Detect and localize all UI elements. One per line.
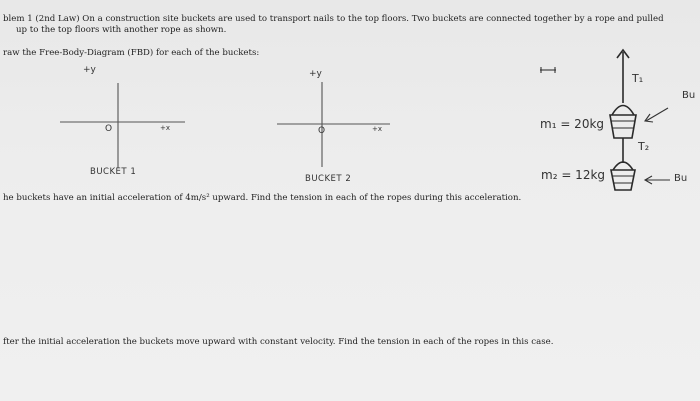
part-a-prompt: raw the Free-Body-Diagram (FBD) for each of the buckets: (3, 48, 260, 58)
problem-header: blem 1 (2nd Law) On a construction site buckets are used to transport nails to the top floors. Two buckets are connected together by a rope and pulled (3, 14, 664, 24)
problem-header-continued: up to the top floors with another rope as shown. (16, 25, 227, 35)
fbd2-plus-y-label: +y (309, 69, 322, 79)
t1-label: T₁ (632, 72, 644, 85)
mass1-label: m₁ = 20kg (540, 117, 605, 131)
bucket1-note: Bu (682, 90, 696, 101)
fbd1-plus-x-label: +x (160, 124, 171, 132)
t2-label: T₂ (638, 140, 650, 153)
bucket1-body (610, 115, 636, 138)
fbd2-plus-x-label: +x (372, 125, 383, 133)
fbd1-plus-y-label: +y (83, 65, 96, 75)
part-c-prompt: fter the initial acceleration the buckets move upward with constant velocity. Find the tension in each of the ropes in this case. (3, 337, 554, 347)
mass2-label: m₂ = 12kg (541, 168, 606, 182)
fbd1-origin-label: O (105, 124, 113, 134)
part-b-prompt: he buckets have an initial acceleration of 4m/s² upward. Find the tension in each of the ropes during this acceleration. (3, 193, 522, 203)
fbd2-caption: BUCKET 2 (305, 174, 352, 184)
bucket2-note: Bu (674, 173, 688, 184)
bucket1-handle (612, 106, 634, 116)
fbd2-origin-label: O (318, 126, 326, 136)
fbd1-caption: BUCKET 1 (90, 167, 137, 177)
bucket2-body (611, 170, 635, 190)
bucket2-handle (613, 162, 633, 170)
